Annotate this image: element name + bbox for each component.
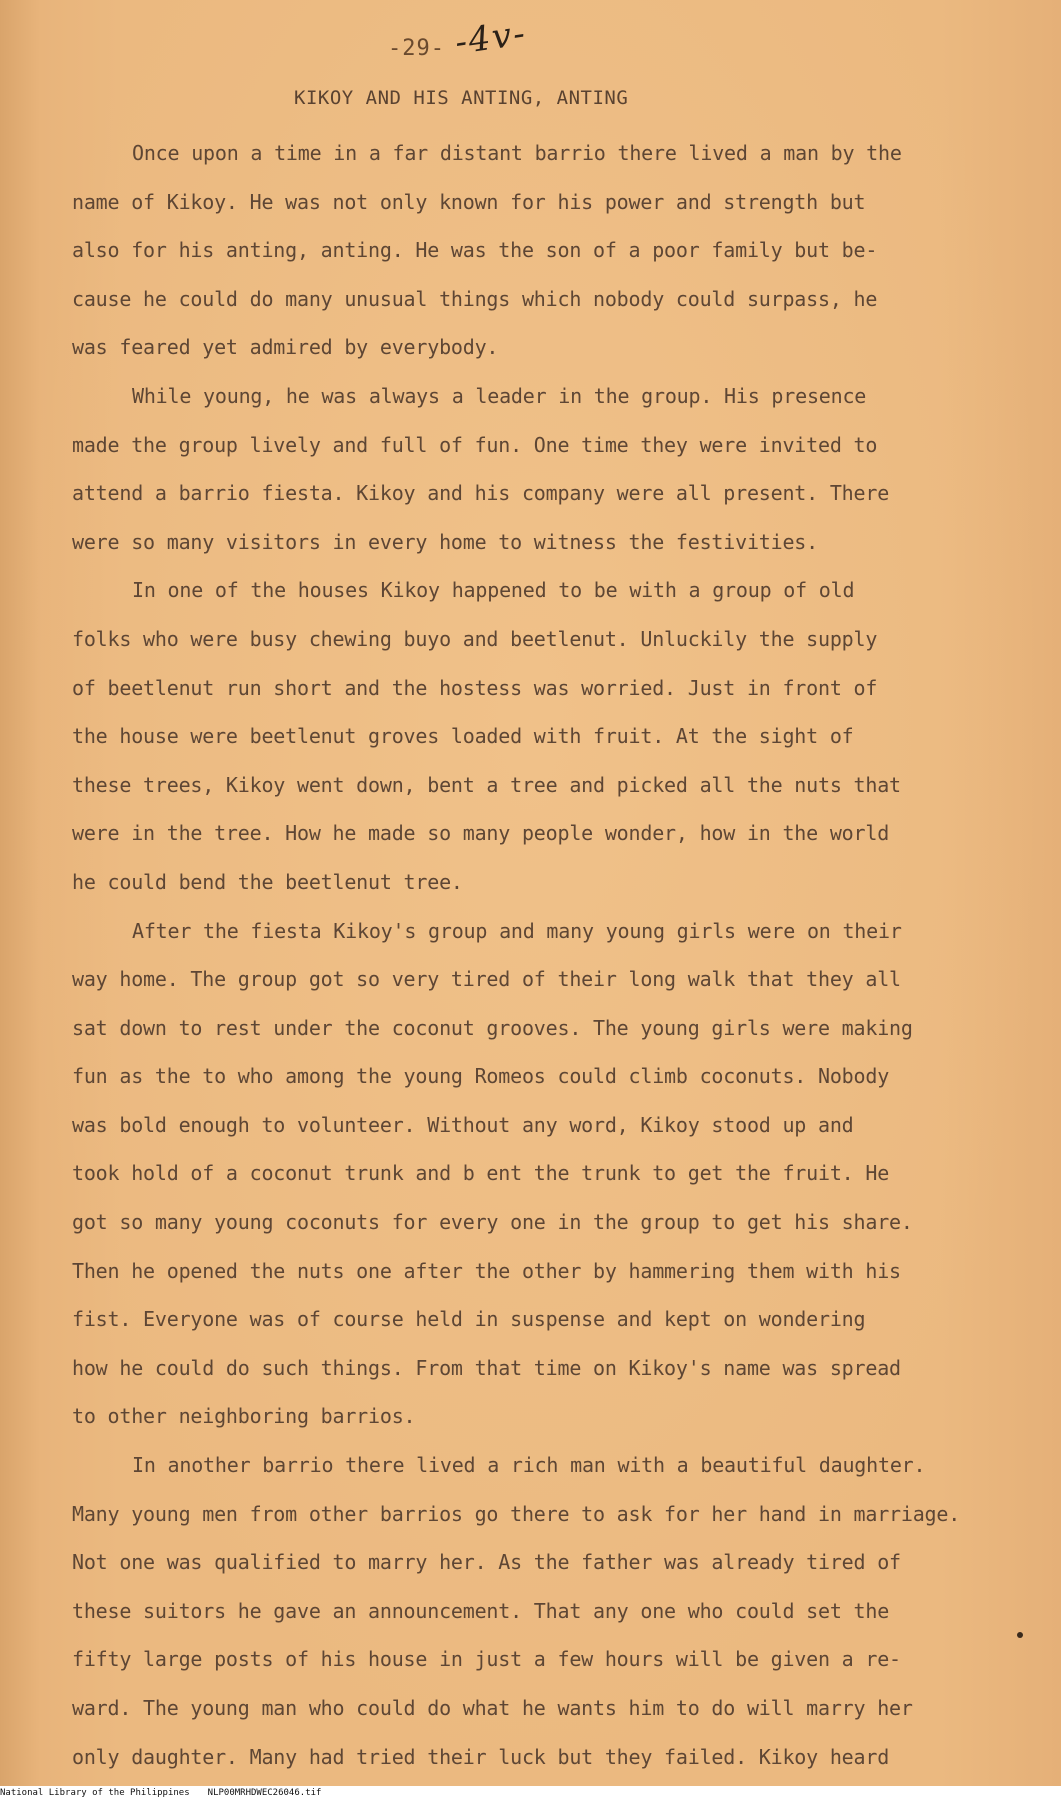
body-text bbox=[72, 129, 1012, 1781]
text-line: attend a barrio fiesta. Kikoy and his company were all present. There bbox=[72, 481, 890, 506]
text-line: fist. Everyone was of course held in suspense and kept on wondering bbox=[72, 1307, 866, 1332]
text-line: made the group lively and full of fun. One time they were invited to bbox=[72, 432, 878, 457]
text-line: also for his anting, anting. He was the son of a poor family but be- bbox=[72, 238, 878, 263]
text-line: were so many visitors in every home to witness the festivities. bbox=[72, 529, 818, 554]
text-line: Then he opened the nuts one after the other by hammering them with his bbox=[72, 1258, 901, 1283]
text-line: Many young men from other barrios go there to ask for her hand in marriage. bbox=[72, 1501, 961, 1526]
text-line: these suitors he gave an announcement. That any one who could set the bbox=[72, 1598, 890, 1623]
text-line: was bold enough to volunteer. Without any word, Kikoy stood up and bbox=[72, 1112, 854, 1137]
text-line: were in the tree. How he made so many people wonder, how in the world bbox=[72, 821, 890, 846]
text-line: While young, he was always a leader in the group. His presence bbox=[132, 383, 867, 408]
text-line: got so many young coconuts for every one in the group to get his share. bbox=[72, 1210, 913, 1235]
handwritten-mark: -4v- bbox=[452, 13, 530, 63]
text-line: In one of the houses Kikoy happened to be with a group of old bbox=[132, 578, 855, 603]
text-line: to other neighboring barrios. bbox=[72, 1404, 416, 1429]
text-line: In another barrio there lived a rich man with a beautiful daughter. bbox=[132, 1453, 926, 1478]
text-line: how he could do such things. From that time on Kikoy's name was spread bbox=[72, 1355, 901, 1380]
text-line: After the fiesta Kikoy's group and many young girls were on their bbox=[132, 918, 902, 943]
page-number: -29- bbox=[388, 36, 445, 61]
text-line: only daughter. Many had tried their luck but they failed. Kikoy heard bbox=[72, 1744, 890, 1769]
text-line: took hold of a coconut trunk and b ent the trunk to get the fruit. He bbox=[72, 1161, 890, 1186]
text-line: Once upon a time in a far distant barrio there lived a man by the bbox=[132, 141, 902, 165]
text-line: ward. The young man who could do what he wants him to do will marry her bbox=[72, 1696, 913, 1720]
document-title: KIKOY AND HIS ANTING, ANTING bbox=[294, 87, 629, 109]
text-line: Not one was qualified to marry her. As the father was already tired of bbox=[72, 1550, 901, 1575]
text-line: fifty large posts of his house in just a few hours will be given a re- bbox=[72, 1647, 901, 1672]
text-line: of beetlenut run short and the hostess was worried. Just in front of bbox=[72, 675, 878, 700]
ink-spot bbox=[1017, 1632, 1023, 1638]
text-line: the house were beetlenut groves loaded with fruit. At the sight of bbox=[72, 724, 854, 749]
footer-filename: NLP00MRHDWEC26046.tif bbox=[207, 1788, 322, 1798]
text-line: sat down to rest under the coconut grooves. The young girls were making bbox=[72, 1015, 913, 1040]
text-line: he could bend the beetlenut tree. bbox=[72, 869, 463, 894]
text-line: was feared yet admired by everybody. bbox=[72, 335, 499, 360]
text-line: name of Kikoy. He was not only known for his power and strength but bbox=[72, 189, 866, 214]
text-line: these trees, Kikoy went down, bent a tree and picked all the nuts that bbox=[72, 772, 901, 797]
text-line: way home. The group got so very tired of their long walk that they all bbox=[72, 967, 901, 992]
text-line: folks who were busy chewing buyo and beetlenut. Unluckily the supply bbox=[72, 626, 878, 651]
text-line: fun as the to who among the young Romeos could climb coconuts. Nobody bbox=[72, 1064, 890, 1089]
scan-footer bbox=[0, 1786, 1061, 1800]
text-line: cause he could do many unusual things which nobody could surpass, he bbox=[72, 286, 878, 311]
footer-institution: National Library of the Philippines bbox=[0, 1788, 190, 1798]
